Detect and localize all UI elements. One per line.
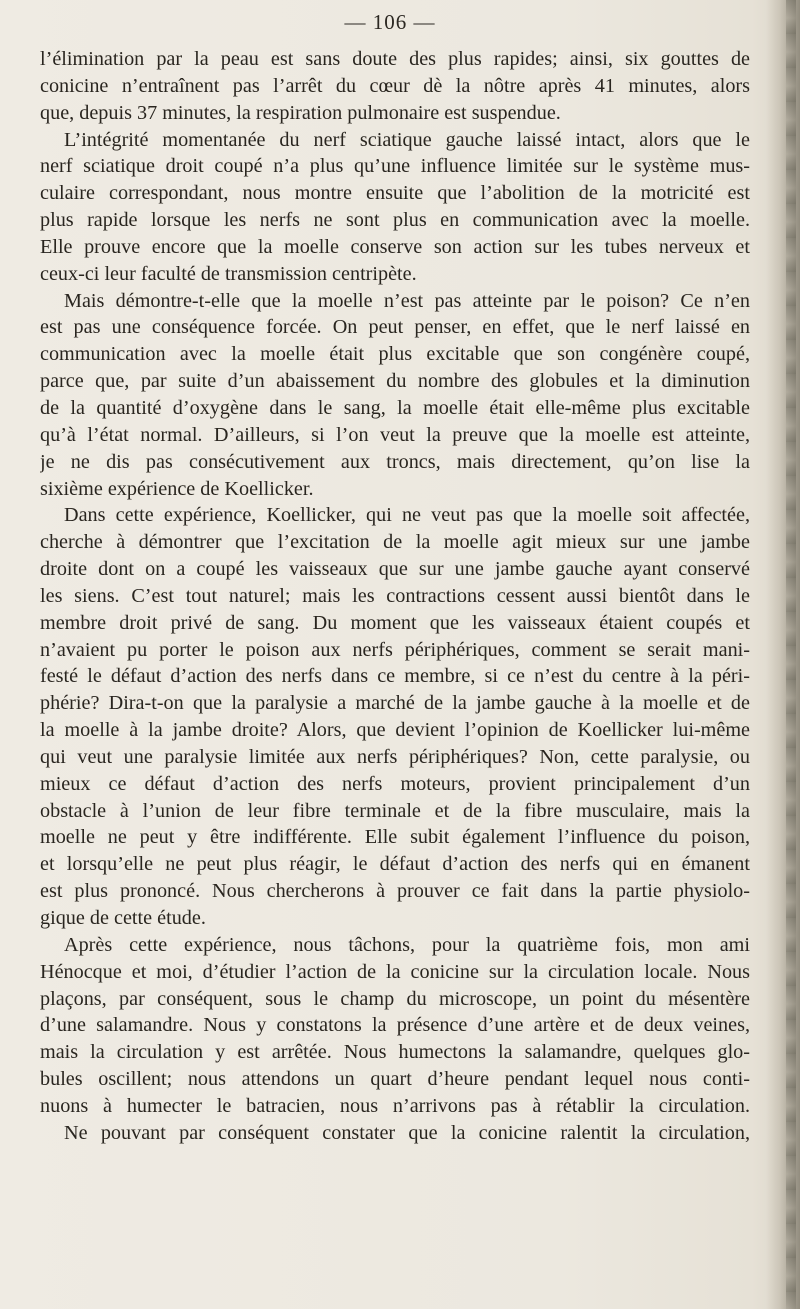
text-line: bules oscillent; nous attendons un quart d’heure pendant lequel nous conti- [40,1068,750,1091]
text-line: mais la circulation y est arrêtée. Nous humectons la salamandre, quelques glo- [40,1041,750,1064]
text-line: Hénocque et moi, d’étudier l’action de la conicine sur la circulation locale. Nous [40,960,750,983]
text-line: Dans cette expérience, Koellicker, qui ne veut pas que la moelle soit affectée, [64,504,750,527]
text-line: conicine n’entraînent pas l’arrêt du cœur dè la nôtre après 41 minutes, alors [40,74,750,97]
binding-edge [786,0,796,1309]
text-line: plus rapide lorsque les nerfs ne sont plus en communication avec la moelle. [40,209,750,232]
body-text [40,46,750,1147]
text-line: sixième expérience de Koellicker. [40,477,314,500]
text-line: est pas une conséquence forcée. On peut penser, en effet, que le nerf laissé en [40,316,750,339]
text-line: nuons à humecter le batracien, nous n’arrivons pas à rétablir la circulation. [40,1094,750,1117]
text-line: Elle prouve encore que la moelle conserve son action sur les tubes nerveux et [40,235,750,258]
text-line: phérie? Dira-t-on que la paralysie a marché de la jambe gauche à la moelle et de [40,692,750,715]
text-line: ceux-ci leur faculté de transmission centripète. [40,262,417,285]
text-line: l’élimination par la peau est sans doute des plus rapides; ainsi, six gouttes de [40,48,750,70]
text-line: nerf sciatique droit coupé n’a plus qu’une influence limitée sur le système mus- [40,155,750,178]
text-line: je ne dis pas consécutivement aux troncs, mais directement, qu’on lise la [40,450,750,473]
text-line: plaçons, par conséquent, sous le champ du microscope, un point du mésentère [40,987,750,1010]
text-line: cherche à démontrer que l’excitation de la moelle agit mieux sur une jambe [40,531,750,554]
text-line: est plus prononcé. Nous chercherons à prouver ce fait dans la partie physiolo- [40,880,750,903]
page-number-header: — 106 — [344,10,436,34]
text-line: et lorsqu’elle ne peut plus réagir, le défaut d’action des nerfs qui en émanent [40,853,750,876]
text-line: moelle ne peut y être indifférente. Elle subit également l’influence du poison, [40,826,750,849]
text-line: la moelle à la jambe droite? Alors, que devient l’opinion de Koellicker lui-même [40,719,750,742]
text-line: Mais démontre-t-elle que la moelle n’est pas atteinte par le poison? Ce n’en [64,289,750,312]
text-line: parce que, par suite d’un abaissement du nombre des globules et la diminution [40,370,750,393]
text-line: droite dont on a coupé les vaisseaux que sur une jambe gauche ayant conservé [40,558,750,581]
text-line: qui veut une paralysie limitée aux nerfs périphériques? Non, cette paralysie, ou [40,745,750,768]
text-line: festé le défaut d’action des nerfs dans ce membre, si ce n’est du centre à la péri- [40,665,750,688]
text-line: qu’à l’état normal. D’ailleurs, si l’on veut la preuve que la moelle est atteinte, [40,423,750,446]
text-line: gique de cette étude. [40,907,206,929]
text-line: obstacle à l’union de leur fibre terminale et de la fibre musculaire, mais la [40,799,750,822]
text-line: n’avaient pu porter le poison aux nerfs périphériques, comment se serait mani- [40,638,750,661]
text-line: que, depuis 37 minutes, la respiration pulmonaire est suspendue. [40,101,561,124]
text-line: d’une salamandre. Nous y constatons la présence d’une artère et de deux veines, [40,1014,750,1037]
text-line: Ne pouvant par conséquent constater que la conicine ralentit la circulation, [64,1121,750,1144]
text-line: Après cette expérience, nous tâchons, pour la quatrième fois, mon ami [64,933,750,956]
text-line: culaire correspondant, nous montre ensuite que l’abolition de la motricité est [40,182,750,205]
text-line: de la quantité d’oxygène dans le sang, la moelle était elle-même plus excitable [40,396,750,419]
text-line: L’intégrité momentanée du nerf sciatique gauche laissé intact, alors que le [64,128,750,151]
text-line: membre droit privé de sang. Du moment que les vaisseaux étaient coupés et [40,611,750,634]
text-line: mieux ce défaut d’action des nerfs moteurs, provient principalement d’un [40,772,750,795]
text-line: communication avec la moelle était plus excitable que son congénère coupé, [40,343,750,366]
text-line: les siens. C’est tout naturel; mais les contractions cessent aussi bientôt dans le [40,584,750,607]
